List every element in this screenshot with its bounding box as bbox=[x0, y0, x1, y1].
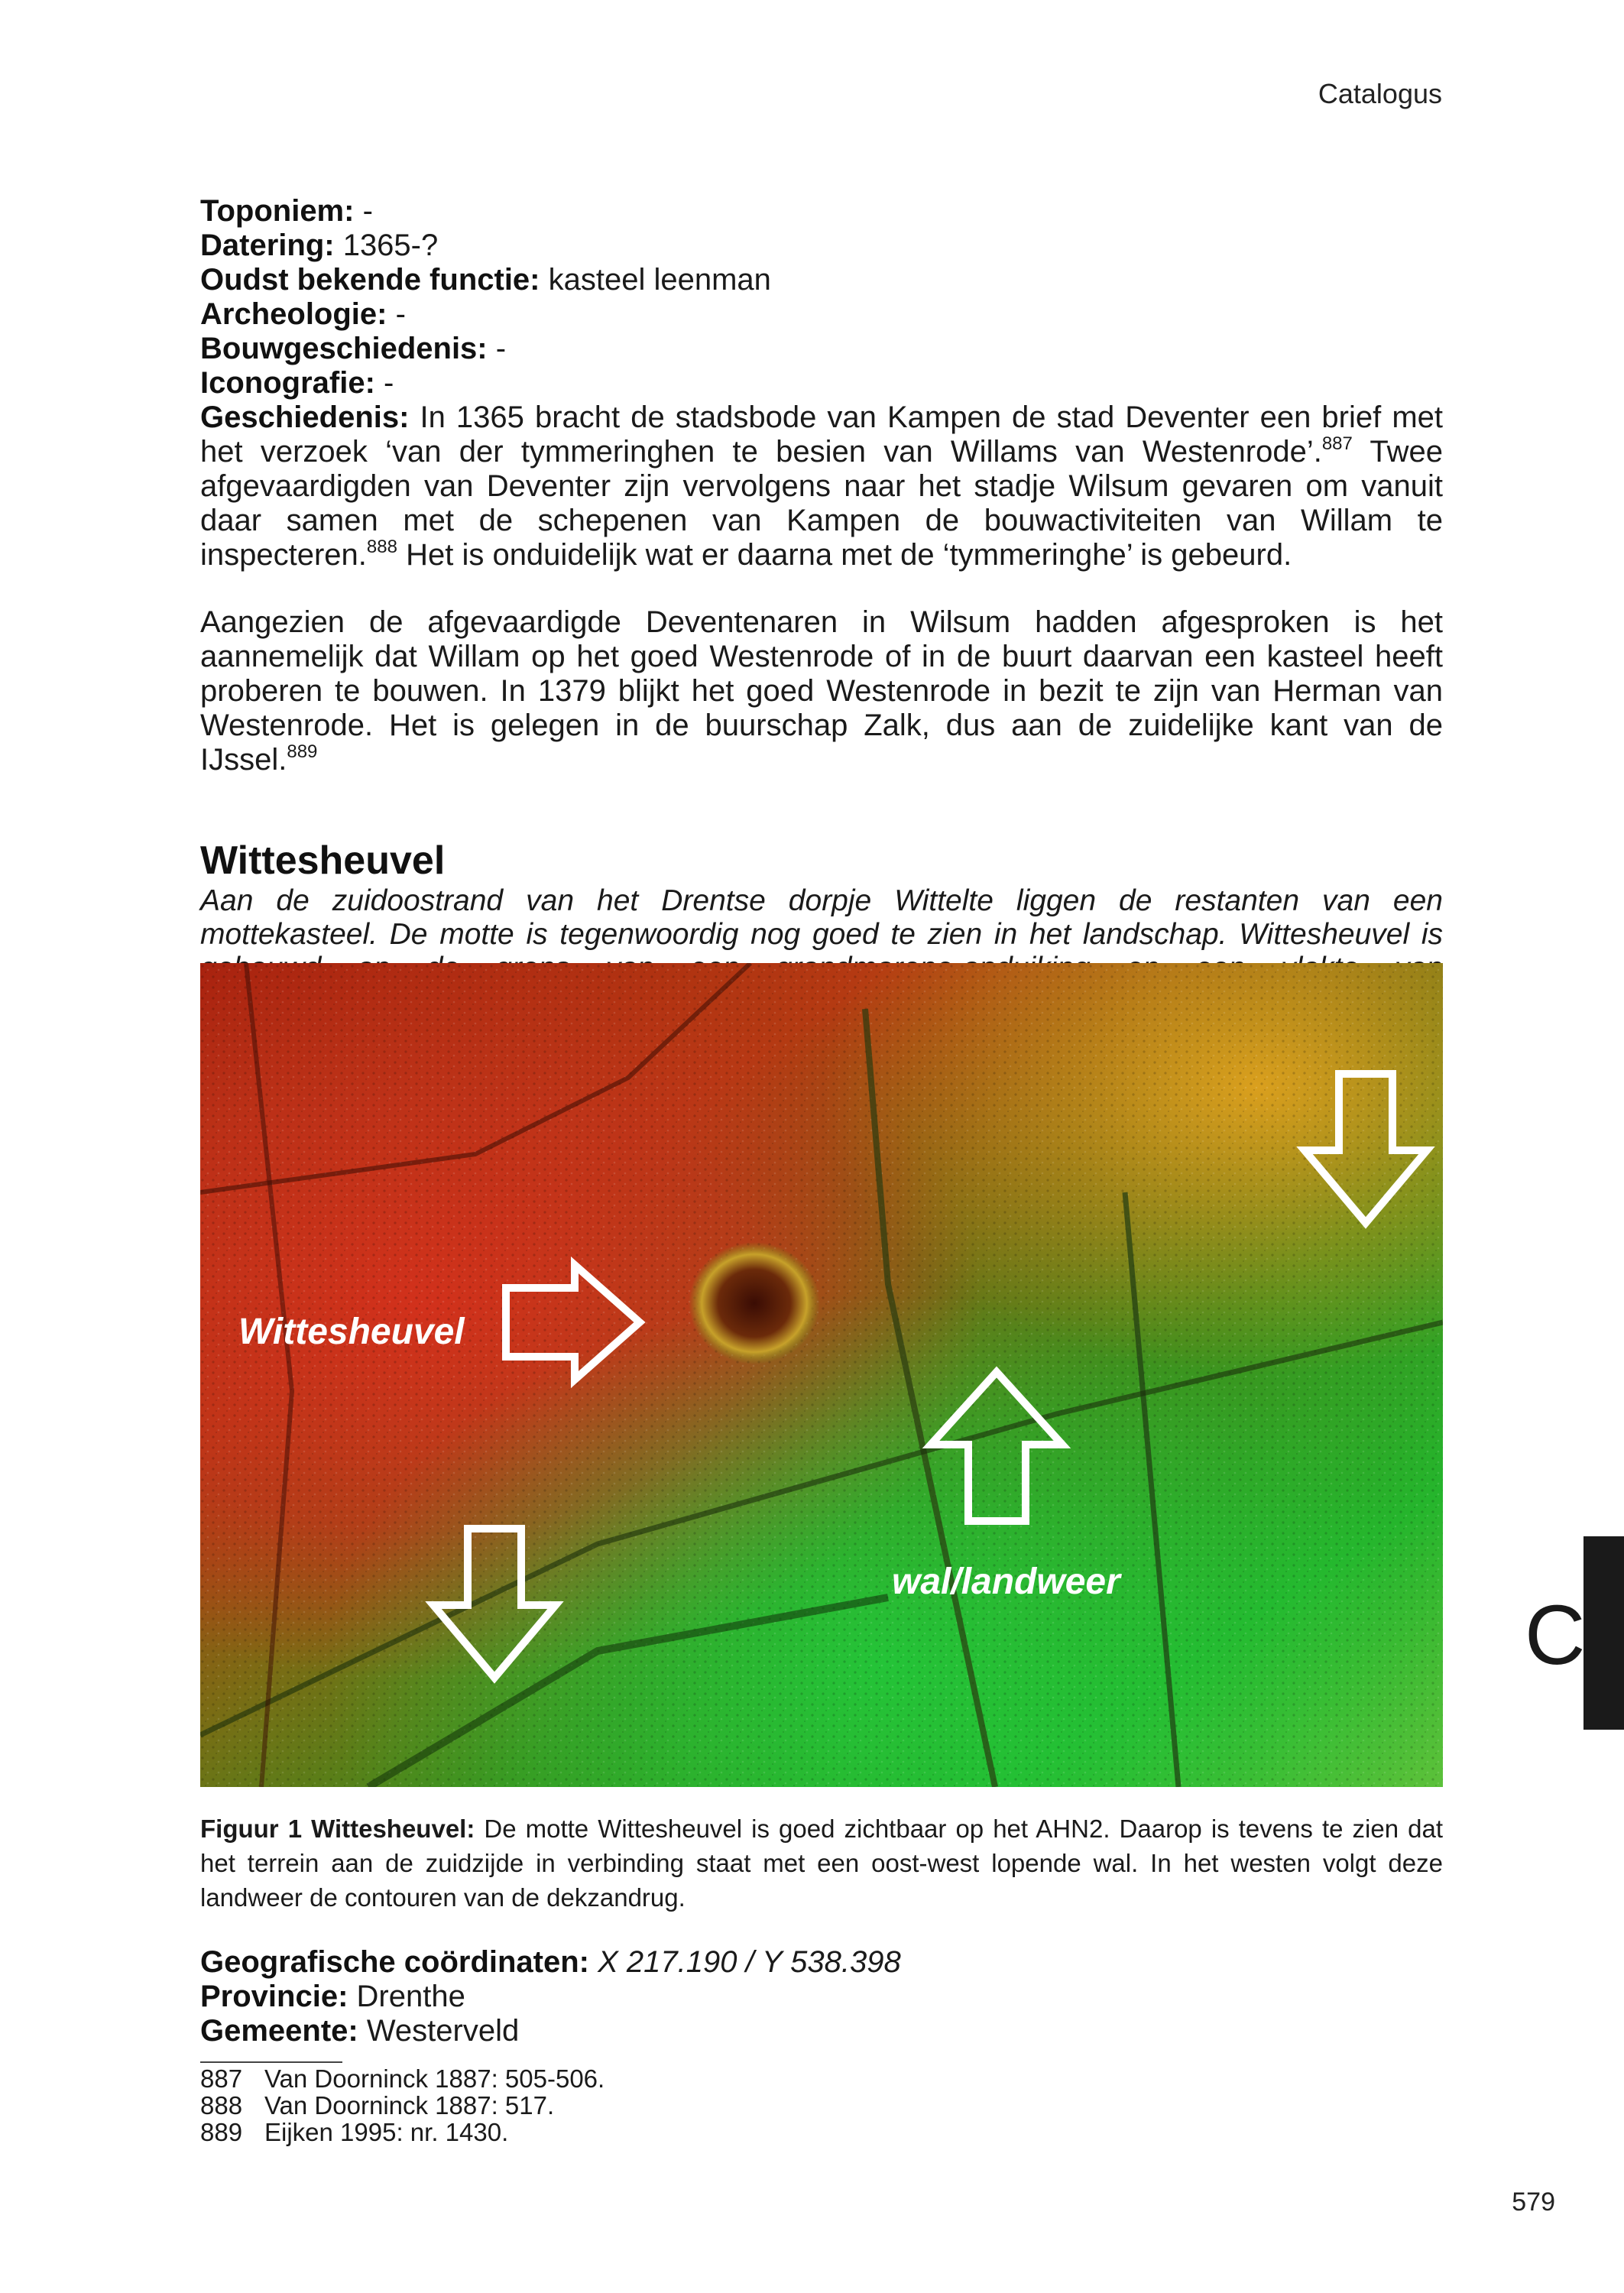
field-functie bbox=[200, 263, 1443, 297]
field-value: - bbox=[354, 194, 373, 228]
field-iconografie bbox=[200, 366, 1443, 401]
body-text: Twee afgevaardigden van Deventer zijn vervolgens naar het stadje Wilsum gevaren om vanuit daar samen met de schepenen van Kampen de bouwactiviteiten van Willam te inspecteren. bbox=[200, 435, 1443, 572]
figure-caption bbox=[200, 1811, 1443, 1915]
field-label: Toponiem: bbox=[200, 194, 355, 228]
body-text: In 1365 bracht de stadsbode van Kampen de stad Deventer een brief met het verzoek ‘van der tymmeringhen te besien van Willams van Westenrode’. bbox=[200, 401, 1443, 469]
chapter-tab-letter: C bbox=[1525, 1588, 1586, 1682]
field-value: X 217.190 / Y 538.398 bbox=[588, 1945, 901, 1979]
field-label: Provincie: bbox=[200, 1980, 348, 2013]
field-label: Geschiedenis: bbox=[200, 401, 410, 434]
field-coordinaten bbox=[200, 1945, 1443, 1980]
field-value: Drenthe bbox=[348, 1980, 465, 2013]
catalogue-entry bbox=[200, 194, 1443, 1019]
footnote-ref: 889 bbox=[287, 741, 318, 762]
footnote-ref: 887 bbox=[1321, 433, 1353, 454]
elevation-map bbox=[200, 963, 1443, 1787]
caption-text: De motte Wittesheuvel is goed zichtbaar op het AHN2. Daarop is tevens te zien dat het terrein aan de zuidzijde in verbinding staat met een oost-west lopende wal. In het westen volgt deze landweer de contouren van de dekzandrug. bbox=[200, 1815, 1444, 1912]
field-label: Geografische coördinaten: bbox=[200, 1945, 589, 1979]
field-label: Iconografie: bbox=[200, 366, 375, 400]
field-toponiem bbox=[200, 194, 1443, 229]
field-value: Westerveld bbox=[358, 2014, 520, 2048]
footnote-text: Eijken 1995: nr. 1430. bbox=[264, 2118, 509, 2146]
running-head: Catalogus bbox=[1318, 78, 1442, 109]
footnote-number: 889 bbox=[200, 2118, 243, 2146]
field-value: - bbox=[387, 297, 406, 331]
figure-ahn2-map bbox=[200, 963, 1443, 1787]
footnote bbox=[200, 2065, 605, 2092]
body-paragraph bbox=[200, 605, 1443, 777]
field-archeologie bbox=[200, 297, 1443, 332]
field-label: Gemeente: bbox=[200, 2014, 358, 2048]
field-datering bbox=[200, 229, 1443, 263]
footnote bbox=[200, 2119, 605, 2145]
field-value: - bbox=[374, 366, 394, 400]
footnote-number: 887 bbox=[200, 2064, 243, 2093]
field-bouwgeschiedenis bbox=[200, 332, 1443, 366]
chapter-tab bbox=[1583, 1536, 1624, 1730]
geschiedenis-paragraph bbox=[200, 401, 1443, 572]
field-label: Datering: bbox=[200, 229, 335, 262]
field-provincie bbox=[200, 1980, 1443, 2014]
field-label: Archeologie: bbox=[200, 297, 387, 331]
field-label: Oudst bekende functie: bbox=[200, 263, 540, 297]
motte-mound bbox=[689, 1242, 820, 1364]
footnote-divider bbox=[200, 2061, 342, 2063]
map-label-wittesheuvel: Wittesheuvel bbox=[238, 1312, 465, 1352]
footnote-ref: 888 bbox=[366, 537, 397, 557]
footnote-number: 888 bbox=[200, 2091, 243, 2119]
section-title: Wittesheuvel bbox=[200, 838, 446, 883]
footnote-text: Van Doorninck 1887: 505-506. bbox=[264, 2064, 605, 2093]
footnote bbox=[200, 2092, 605, 2119]
body-text: Het is onduidelijk wat er daarna met de ‘tymmeringhe’ is gebeurd. bbox=[397, 538, 1292, 572]
field-gemeente bbox=[200, 2014, 1443, 2048]
map-label-wal: wal/landweer bbox=[892, 1562, 1120, 1602]
section-intro: Aan de zuidoostrand van het Drentse dorpje Wittelte liggen de restanten van een mottekasteel. De motte is tegenwoordig nog goed te zien in het landschap. Wittesheuvel is bbox=[200, 884, 1443, 951]
body-text: Aangezien de afgevaardigde Deventenaren in Wilsum hadden afgesproken is het aannemelijk dat Willam op het goed Westenrode of in de buurt daarvan een kasteel heeft proberen te bouwen. In 1379 blijkt het goed Westenrode in bezit te zijn van Herman van Westenrode. Het is gelegen in de buurschap Zalk, dus aan de zuidelijke kant van de IJssel. bbox=[200, 605, 1443, 777]
caption-label: Figuur 1 Wittesheuvel: bbox=[200, 1815, 475, 1843]
field-label: Bouwgeschiedenis: bbox=[200, 332, 488, 365]
field-value: - bbox=[487, 332, 507, 365]
field-value: kasteel leenman bbox=[540, 263, 771, 297]
footnotes bbox=[200, 2065, 605, 2145]
page-number: 579 bbox=[1512, 2188, 1555, 2217]
footnote-text: Van Doorninck 1887: 517. bbox=[264, 2091, 555, 2119]
location-meta bbox=[200, 1945, 1443, 2048]
field-value: 1365-? bbox=[334, 229, 439, 262]
